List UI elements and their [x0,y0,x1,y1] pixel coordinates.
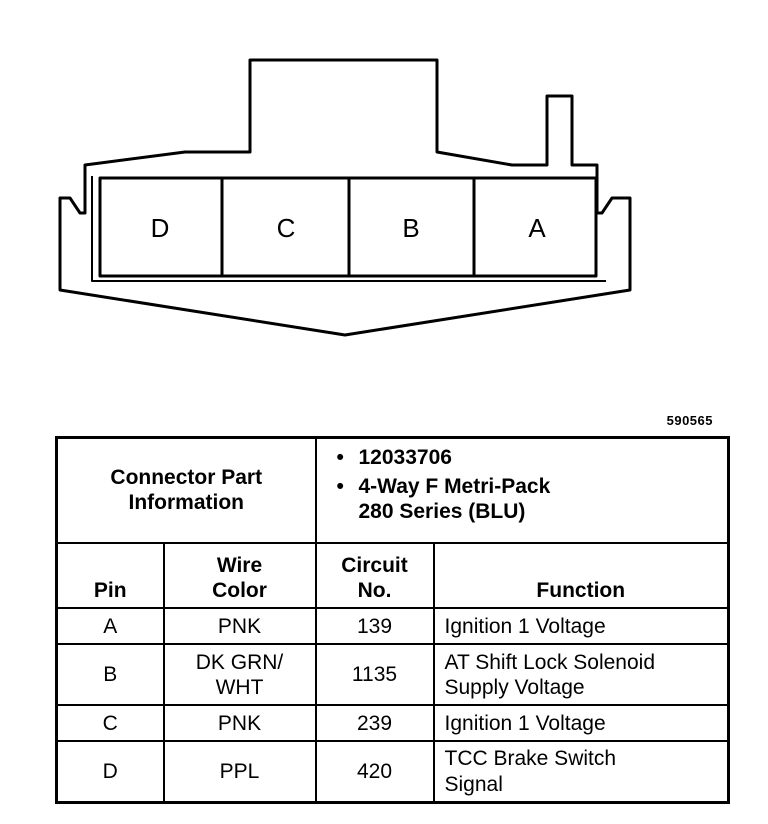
header-circuit-no: Circuit No. [316,543,434,608]
header-pin: Pin [57,543,164,608]
wire-color-cell: DK GRN/ WHT [164,644,316,705]
connector-description: • 4-Way F Metri-Pack 280 Series (BLU) [359,474,718,524]
wire-color-cell: PPL [164,741,316,802]
cavity-label-b: B [402,213,420,243]
circuit-cell: 1135 [316,644,434,705]
figure-id: 590565 [666,413,713,428]
wire-color-cell: PNK [164,608,316,644]
table-row [57,741,729,802]
wire-color-cell: PNK [164,705,316,741]
circuit-cell: 239 [316,705,434,741]
function-cell: AT Shift Lock Solenoid Supply Voltage [434,644,729,705]
cavity-label-c: C [276,213,296,243]
cavity-label-a: A [528,213,546,243]
table-row [57,644,729,705]
connector-face-diagram [0,0,768,380]
header-wire-color: Wire Color [164,543,316,608]
cavity-label-d: D [150,213,170,243]
part-number: • 12033706 [359,445,718,470]
function-cell: TCC Brake Switch Signal [434,741,729,802]
header-function: Function [434,543,729,608]
pin-cell: B [57,644,164,705]
circuit-cell: 420 [316,741,434,802]
part-info-row [57,438,729,543]
circuit-cell: 139 [316,608,434,644]
function-cell: Ignition 1 Voltage [434,608,729,644]
table-row [57,705,729,741]
pin-cell: A [57,608,164,644]
pin-cell: C [57,705,164,741]
function-cell: Ignition 1 Voltage [434,705,729,741]
connector-pinout-table [55,436,730,804]
column-header-row [57,543,729,608]
part-info-list [316,438,729,543]
pin-cell: D [57,741,164,802]
part-info-label: Connector Part Information [57,438,316,543]
table-row [57,608,729,644]
connector-housing-outline [60,60,630,335]
